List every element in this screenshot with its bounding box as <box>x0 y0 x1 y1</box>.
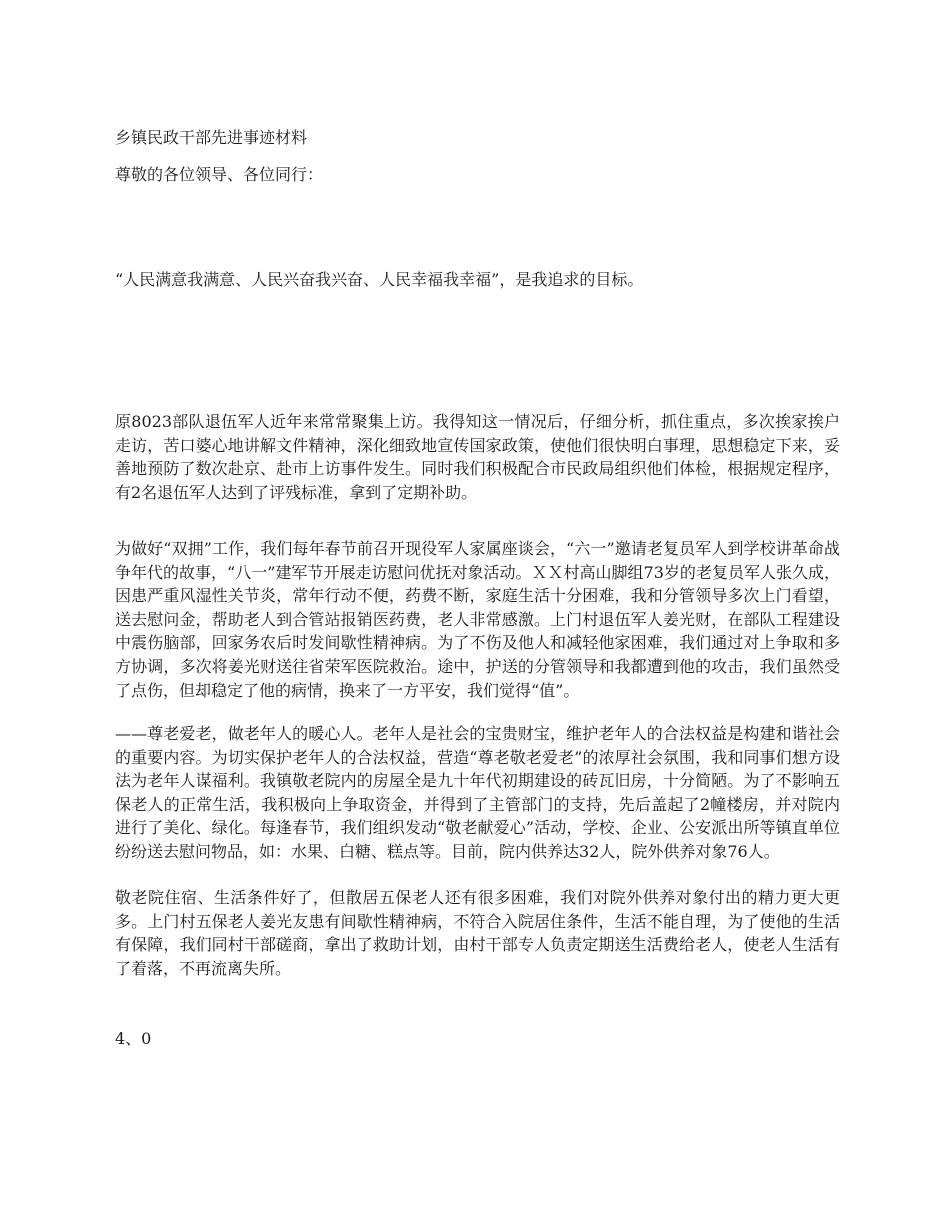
motto-line: “人民满意我满意、人民兴奋我兴奋、人民幸福我幸福”，是我追求的目标。 <box>115 270 644 289</box>
paragraph-veterans-petition: 原8023部队退伍军人近年来常常聚集上访。我得知这一情况后，仔细分析，抓住重点，多次挨家挨户走访，苦口婆心地讲解文件精神，深化细致地宣传国家政策，使他们很快明白事理，思想稳定下来，妥善地预防了数次赴京、赴市上访事件发生。同时我们积极配合市民政局组织他们体检，根据规定程序，有2名退伍军人达到了评残标准，拿到了定期补助。 <box>115 412 840 502</box>
page-footer-number: 4、0 <box>115 1029 152 1048</box>
paragraph-scattered-elderly: 敬老院住宿、生活条件好了，但散居五保老人还有很多困难，我们对院外供养对象付出的精力更大更多。上门村五保老人姜光友患有间歇性精神病，不符合入院居住条件，生活不能自理，为了使他的生活有保障，我们同村干部磋商，拿出了救助计划，由村干部专人负责定期送生活费给老人，使老人生活有了着落，不再流离失所。 <box>115 888 840 978</box>
greeting-line: 尊敬的各位领导、各位同行： <box>115 165 324 184</box>
paragraph-double-support: 为做好“双拥”工作，我们每年春节前召开现役军人家属座谈会，“六一”邀请老复员军人到学校讲革命战争年代的故事，“八一”建军节开展走访慰问优抚对象活动。ＸＸ村高山脚组73岁的老复员军人张久成，因患严重风湿性关节炎，常年行动不便，药费不断，家庭生活十分困难，我和分管领导多次上门看望，送去慰问金，帮助老人到合管站报销医药费，老人非常感激。上门村退伍军人姜光财，在部队工程建设中震伤脑部，回家务农后时发间歇性精神病。为了不伤及他人和减轻他家困难，我们通过对上争取和多方协调，多次将姜光财送往省荣军医院救治。途中，护送的分管领导和我都遭到他的攻击，我们虽然受了点伤，但却稳定了他的病情，换来了一方平安，我们觉得“值”。 <box>115 539 840 700</box>
document-title: 乡镇民政干部先进事迹材料 <box>115 128 308 147</box>
paragraph-respect-elderly: ——尊老爱老，做老年人的暖心人。老年人是社会的宝贵财宝，维护老年人的合法权益是构建和谐社会的重要内容。为切实保护老年人的合法权益，营造“尊老敬老爱老”的浓厚社会氛围，我和同事们想方设法为老年人谋福利。我镇敬老院内的房屋全是九十年代初期建设的砖瓦旧房，十分简陋。为了不影响五保老人的正常生活，我积极向上争取资金，并得到了主管部门的支持，先后盖起了2幢楼房，并对院内进行了美化、绿化。每逢春节，我们组织发动“敬老献爱心”活动，学校、企业、公安派出所等镇直单位纷纷送去慰问物品，如：水果、白糖、糕点等。目前，院内供养达32人，院外供养对象76人。 <box>115 724 840 861</box>
